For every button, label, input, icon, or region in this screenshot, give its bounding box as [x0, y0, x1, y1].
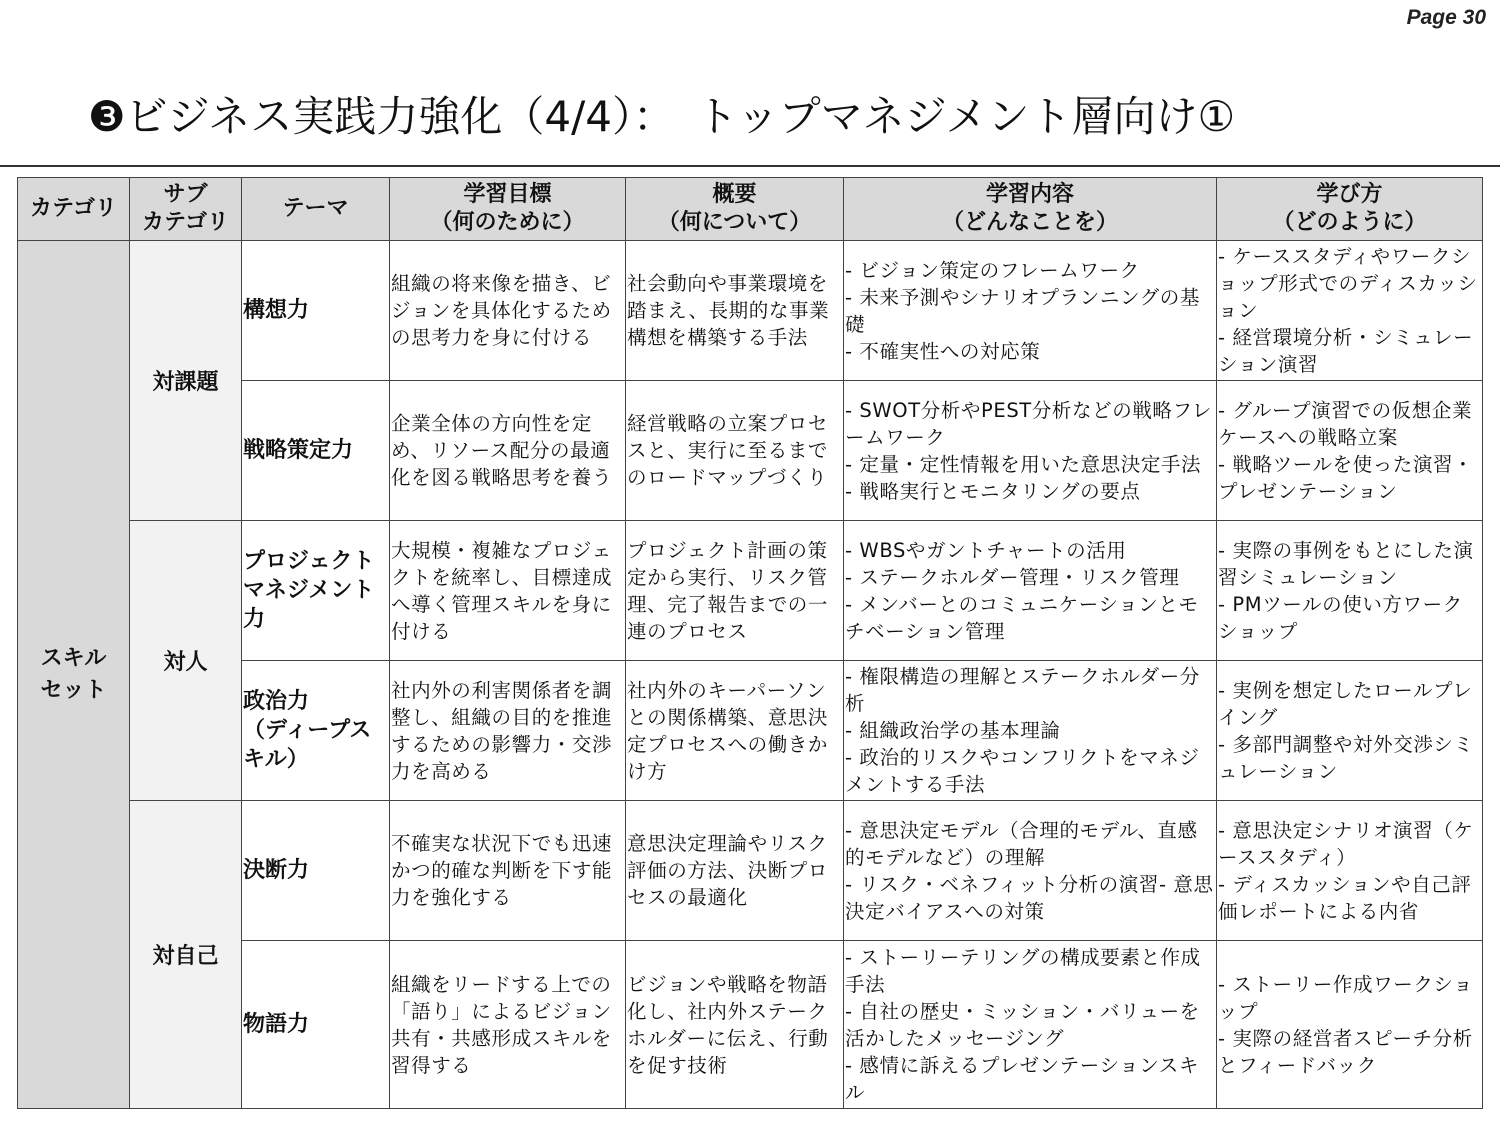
header-goal: 学習目標 （何のために） [390, 178, 626, 241]
header-overview: 概要 （何について） [626, 178, 844, 241]
method-cell: - 意思決定シナリオ演習（ケーススタディ） - ディスカッションや自己評価レポートによる内省 [1217, 801, 1483, 941]
title-divider [0, 165, 1500, 167]
header-subcategory: サブ カテゴリ [130, 178, 242, 241]
method-cell: - ストーリー作成ワークショップ - 実際の経営者スピーチ分析とフィードバック [1217, 941, 1483, 1109]
goal-cell: 組織の将来像を描き、ビジョンを具体化するための思考力を身に付ける [390, 241, 626, 381]
theme-cell: 構想力 [242, 241, 390, 381]
method-cell: - 実際の事例をもとにした演習シミュレーション - PMツールの使い方ワークショップ [1217, 521, 1483, 661]
subcategory-cell: 対自己 [130, 801, 242, 1109]
table-row [18, 801, 1483, 941]
overview-cell: 経営戦略の立案プロセスと、実行に至るまでのロードマップづくり [626, 381, 844, 521]
content-cell: - ストーリーテリングの構成要素と作成手法 - 自社の歴史・ミッション・バリューを活かしたメッセージング - 感情に訴えるプレゼンテーションスキル [844, 941, 1217, 1109]
goal-cell: 不確実な状況下でも迅速かつ的確な判断を下す能力を強化する [390, 801, 626, 941]
subcategory-cell: 対人 [130, 521, 242, 801]
theme-cell: 戦略策定力 [242, 381, 390, 521]
overview-cell: 意思決定理論やリスク評価の方法、決断プロセスの最適化 [626, 801, 844, 941]
theme-cell: 物語力 [242, 941, 390, 1109]
method-cell: - 実例を想定したロールプレイング - 多部門調整や対外交渉シミュレーション [1217, 661, 1483, 801]
content-cell: - 権限構造の理解とステークホルダー分析 - 組織政治学の基本理論 - 政治的リスクやコンフリクトをマネジメントする手法 [844, 661, 1217, 801]
table-row [18, 241, 1483, 381]
table-row [18, 521, 1483, 661]
theme-cell: プロジェクトマネジメント力 [242, 521, 390, 661]
subcategory-cell: 対課題 [130, 241, 242, 521]
content-cell: - WBSやガントチャートの活用 - ステークホルダー管理・リスク管理 - メンバーとのコミュニケーションとモチベーション管理 [844, 521, 1217, 661]
content-cell: - 意思決定モデル（合理的モデル、直感的モデルなど）の理解 - リスク・ベネフィット分析の演習- 意思決定バイアスへの対策 [844, 801, 1217, 941]
overview-cell: 社会動向や事業環境を踏まえ、長期的な事業構想を構築する手法 [626, 241, 844, 381]
header-row [18, 178, 1483, 241]
header-category: カテゴリ [18, 178, 130, 241]
goal-cell: 社内外の利害関係者を調整し、組織の目的を推進するための影響力・交渉力を高める [390, 661, 626, 801]
goal-cell: 大規模・複雑なプロジェクトを統率し、目標達成へ導く管理スキルを身に付ける [390, 521, 626, 661]
category-cell: スキル セット [18, 241, 130, 1109]
goal-cell: 組織をリードする上での「語り」によるビジョン共有・共感形成スキルを習得する [390, 941, 626, 1109]
method-cell: - ケーススタディやワークショップ形式でのディスカッション - 経営環境分析・シミュレーション演習 [1217, 241, 1483, 381]
content-cell: - SWOT分析やPEST分析などの戦略フレームワーク - 定量・定性情報を用いた意思決定手法 - 戦略実行とモニタリングの要点 [844, 381, 1217, 521]
overview-cell: プロジェクト計画の策定から実行、リスク管理、完了報告までの一連のプロセス [626, 521, 844, 661]
theme-cell: 決断力 [242, 801, 390, 941]
goal-cell: 企業全体の方向性を定め、リソース配分の最適化を図る戦略思考を養う [390, 381, 626, 521]
overview-cell: ビジョンや戦略を物語化し、社内外ステークホルダーに伝え、行動を促す技術 [626, 941, 844, 1109]
header-content: 学習内容 （どんなことを） [844, 178, 1217, 241]
page-number: Page 30 [1406, 6, 1486, 29]
overview-cell: 社内外のキーパーソンとの関係構築、意思決定プロセスへの働きかけ方 [626, 661, 844, 801]
header-method: 学び方 （どのように） [1217, 178, 1483, 241]
curriculum-table [17, 177, 1483, 1109]
header-theme: テーマ [242, 178, 390, 241]
theme-cell: 政治力 （ディープスキル） [242, 661, 390, 801]
content-cell: - ビジョン策定のフレームワーク - 未来予測やシナリオプランニングの基礎 - 不確実性への対応策 [844, 241, 1217, 381]
method-cell: - グループ演習での仮想企業ケースへの戦略立案 - 戦略ツールを使った演習・プレゼンテーション [1217, 381, 1483, 521]
slide-title: ❸ビジネス実践力強化（4/4）： トップマネジメント層向け① [88, 92, 1236, 141]
